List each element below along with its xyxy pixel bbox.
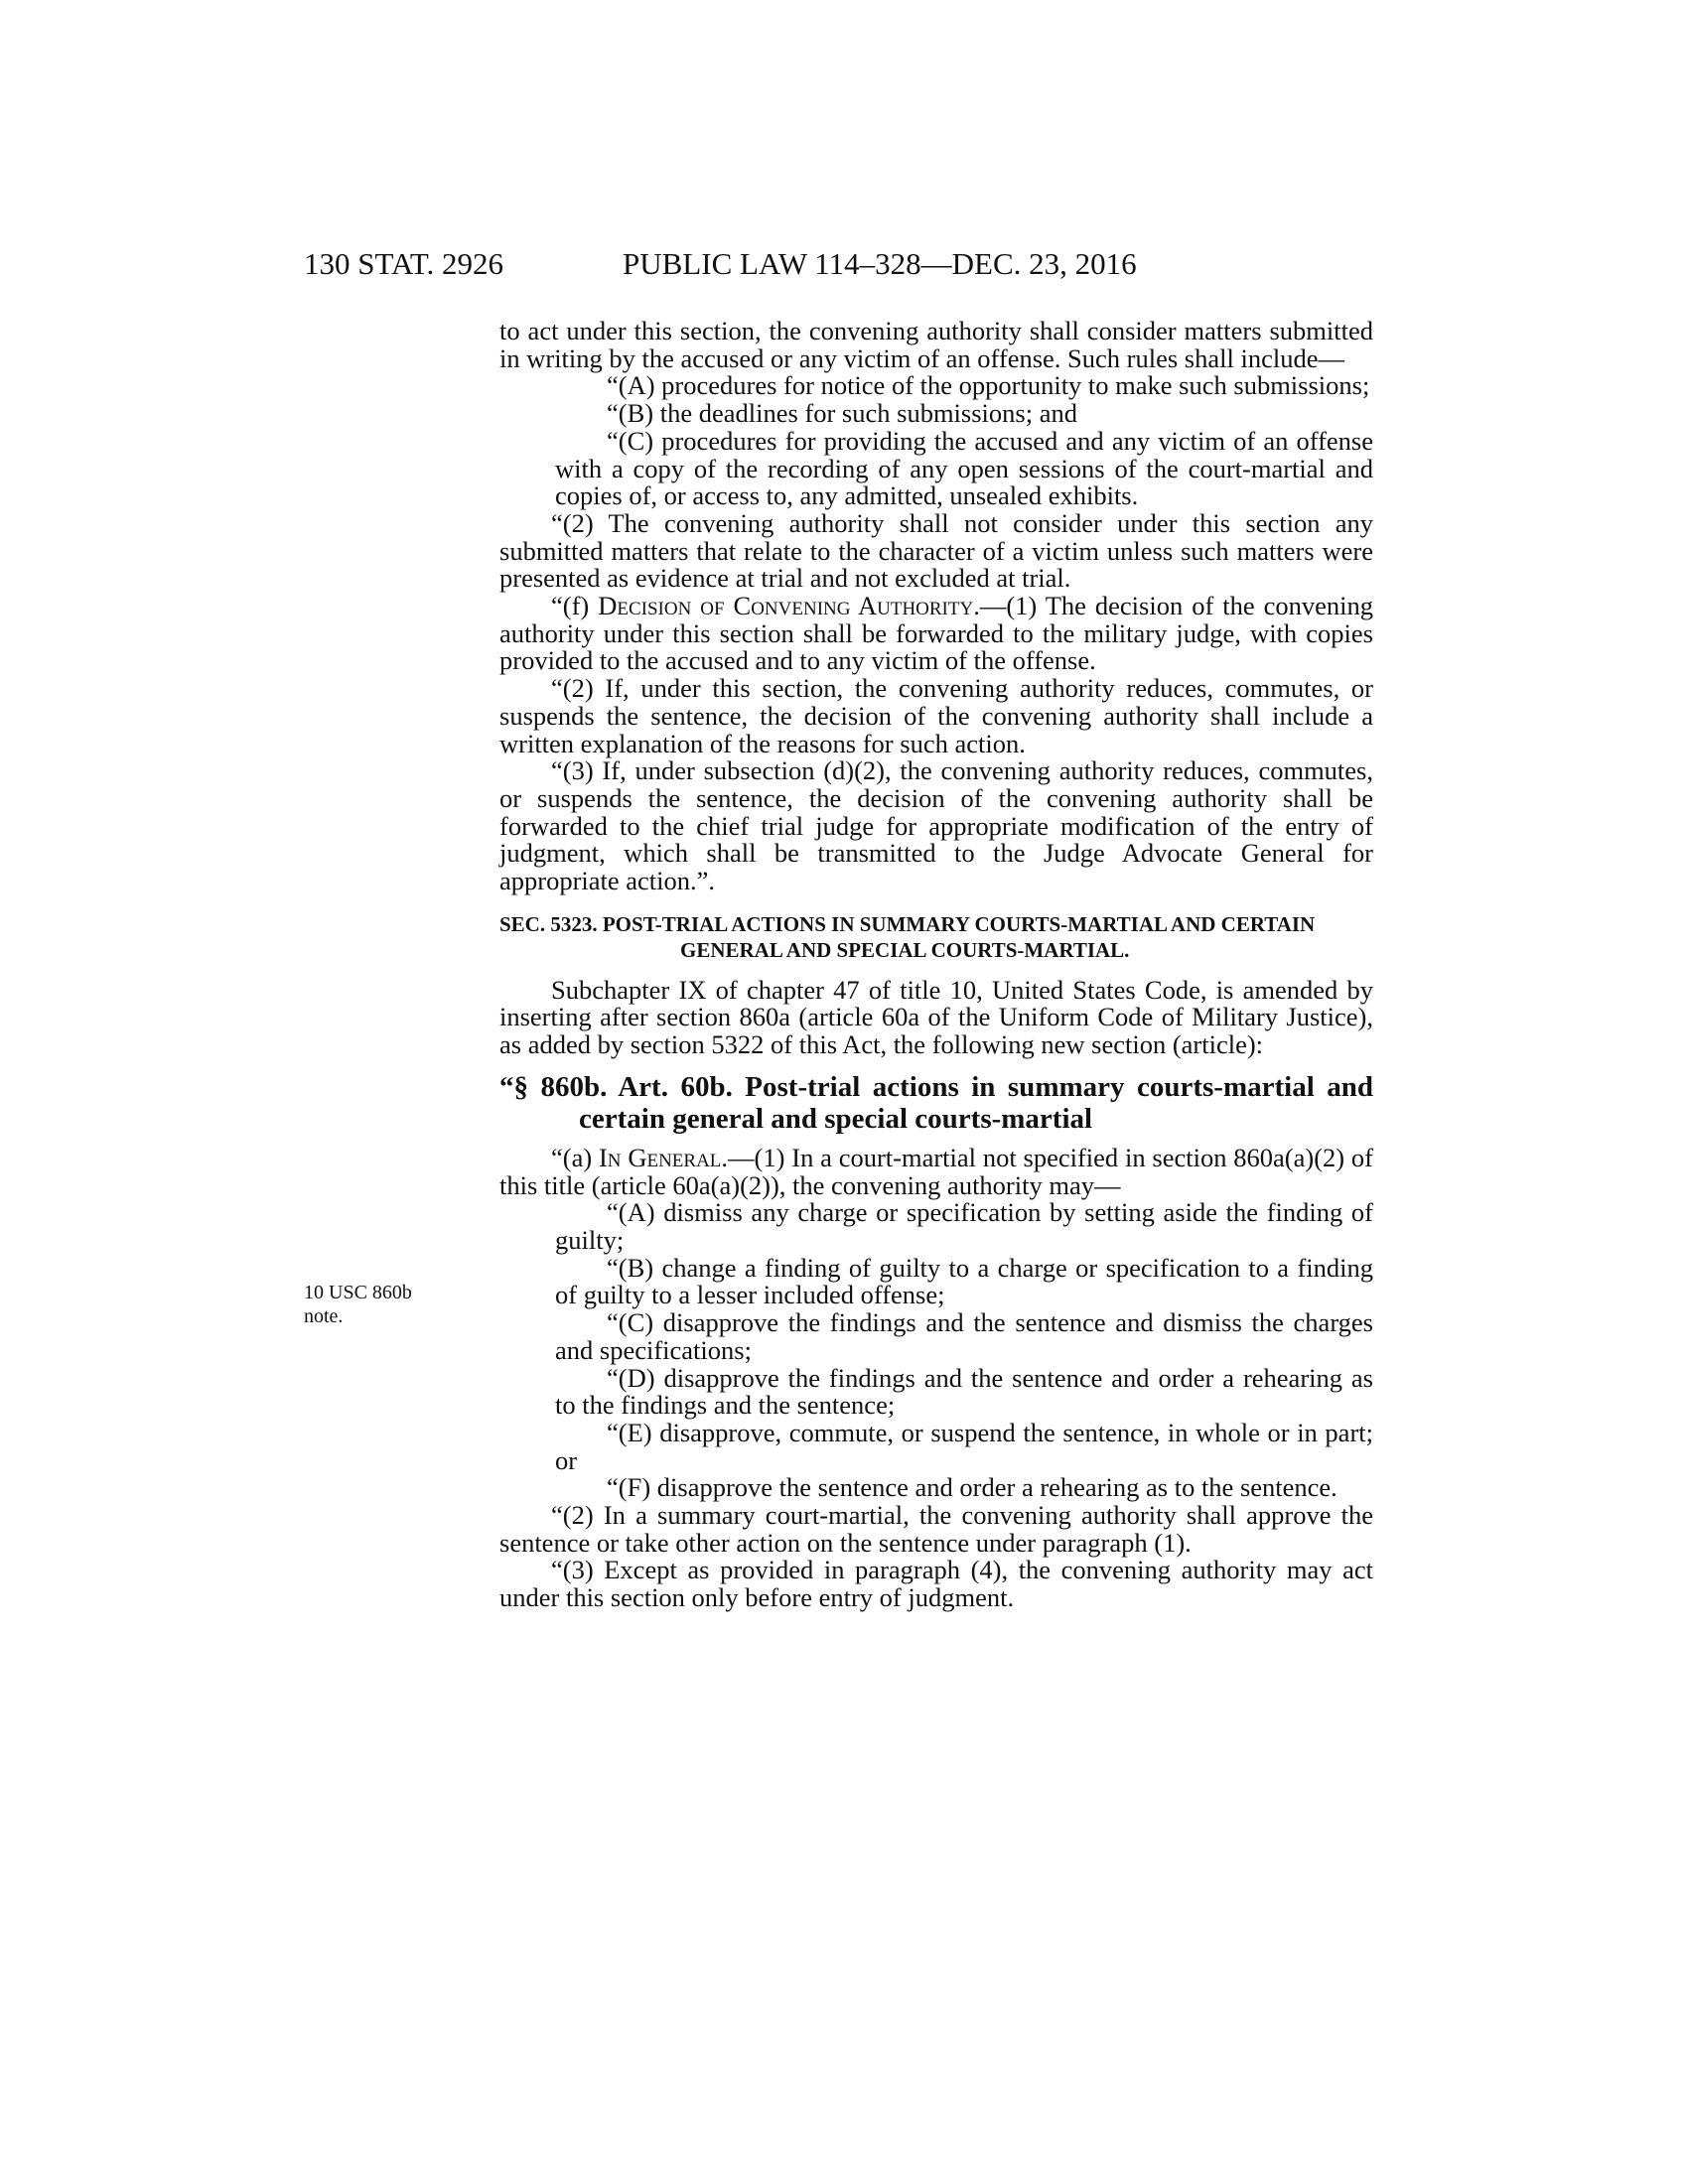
paragraph-gF: “(F) disapprove the sentence and order a rehearing as to the sentence. xyxy=(607,1472,1337,1503)
margin-note-line-1: 10 USC 860b xyxy=(304,1282,412,1303)
document-body xyxy=(499,318,1373,1612)
paragraph-general-a xyxy=(499,1142,1373,1200)
subsection-heading-a: In General. xyxy=(598,1142,729,1172)
paragraph-B: “(B) the deadlines for such submissions; and xyxy=(607,398,1077,429)
paragraph-g3: “(3) Except as provided in paragraph (4), the convening authority may act under this section only before entry of judgment. xyxy=(499,1555,1373,1613)
subsection-heading-f: Decision of Convening Authority. xyxy=(598,591,980,621)
paragraph-f1 xyxy=(499,593,1373,675)
public-law-title: PUBLIC LAW 114–328—DEC. 23, 2016 xyxy=(623,246,1137,281)
paragraph-gD: “(D) disapprove the findings and the sentence and order a rehearing as to the findings and the sentence; xyxy=(555,1362,1373,1421)
section-intro: Subchapter IX of chapter 47 of title 10, United States Code, is amended by inserting after section 860a (article 60a of the Uniform Code of Military Justice), as added by section 5322 of this Act, the following new section (article): xyxy=(499,974,1373,1060)
paragraph-f2: “(2) If, under this section, the convening authority reduces, commutes, or suspends the sentence, the decision of the convening authority shall include a written explanation of the reasons for such action. xyxy=(499,673,1373,758)
margin-note-line-2: note. xyxy=(304,1305,344,1327)
stat-citation: 130 STAT. 2926 xyxy=(304,246,504,281)
section-heading: SEC. 5323. POST-TRIAL ACTIONS IN SUMMARY COURTS-MARTIAL AND CERTAIN GENERAL AND SPECIAL COURTS-MARTIAL. xyxy=(499,911,1316,962)
paragraph-ga-text: —(1) In a court-martial not specified in section 860a(a)(2) of this title (article 60a(a)(2)), the convening authority may— xyxy=(499,1142,1373,1200)
paragraph-gB: “(B) change a finding of guilty to a charge or specification to a finding of guilty to a lesser included offense; xyxy=(555,1252,1373,1310)
paragraph-gC: “(C) disapprove the findings and the sentence and dismiss the charges and specifications; xyxy=(555,1307,1373,1365)
margin-note xyxy=(304,1281,443,1328)
paragraph-e2: “(2) The convening authority shall not consider under this section any submitted matters that relate to the character of a victim unless such matters were presented as evidence at trial and not excluded at trial. xyxy=(499,507,1373,594)
page-header xyxy=(0,246,1688,286)
paragraph-f3: “(3) If, under subsection (d)(2), the convening authority reduces, commutes, or suspends the sentence, the decision of the convening authority shall be forwarded to the chief trial judge for appropriate modification of the entry of judgment, which shall be transmitted to the Judge Advocate General for appropriate action.”. xyxy=(499,755,1373,896)
paragraph-f1-text: —(1) The decision of the convening authority under this section shall be forwarded to the military judge, with copies provided to the accused and to any victim of the offense. xyxy=(499,591,1373,676)
paragraph-ga-prefix: “(a) xyxy=(551,1142,599,1172)
paragraph-g2: “(2) In a summary court-martial, the convening authority shall approve the sentence or take other action on the sentence under paragraph (1). xyxy=(499,1500,1373,1558)
article-heading: “§ 860b. Art. 60b. Post-trial actions in summary courts-martial and certain general and special courts-martial xyxy=(499,1070,1373,1135)
paragraph-gE: “(E) disapprove, commute, or suspend the sentence, in whole or in part; or xyxy=(555,1417,1373,1475)
paragraph-A: “(A) procedures for notice of the opportunity to make such submissions; xyxy=(607,370,1370,401)
paragraph-continuation: to act under this section, the convening authority shall consider matters submitted in writing by the accused or any victim of an offense. Such rules shall include— xyxy=(499,316,1373,373)
paragraph-C: “(C) procedures for providing the accused and any victim of an offense with a copy of the recording of any open sessions of the court-martial and copies of, or access to, any admitted, unsealed exhibits. xyxy=(555,425,1373,511)
paragraph-gA: “(A) dismiss any charge or specification by setting aside the finding of guilty; xyxy=(555,1197,1373,1255)
paragraph-f1-prefix: “(f) xyxy=(551,591,599,621)
